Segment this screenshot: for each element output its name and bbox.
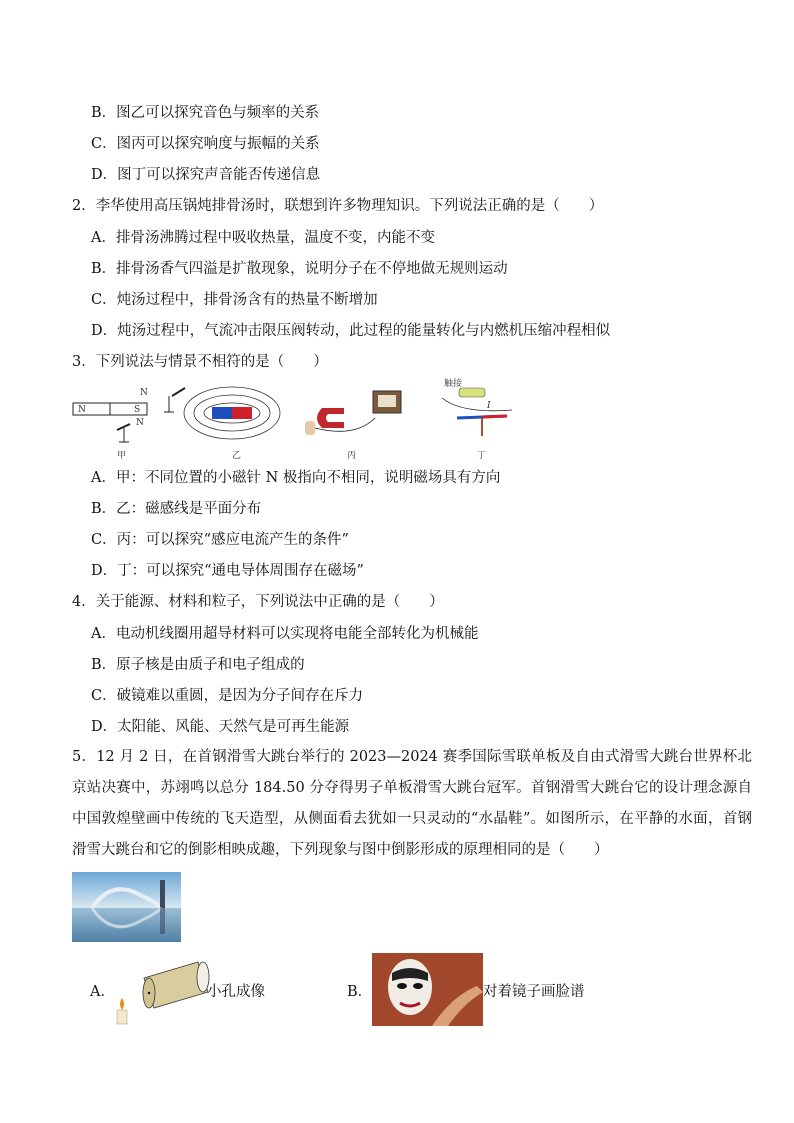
fig-label-jia: 甲 <box>117 451 127 461</box>
q2-option-c: C．炖汤过程中，排骨汤含有的热量不断增加 <box>91 292 378 308</box>
q4-option-d: D．太阳能、风能、天然气是可再生能源 <box>91 719 350 735</box>
q5-option-a-text: 小孔成像 <box>207 984 265 1000</box>
figure-jia-bar-magnet <box>72 378 192 458</box>
q4-option-a: A．电动机线圈用超导材料可以实现将电能全部转化为机械能 <box>91 626 479 642</box>
q4-option-b: B．原子核是由质子和电子组成的 <box>91 657 305 673</box>
figure-yi-field-lines <box>182 383 282 443</box>
q2-option-d: D．炖汤过程中，气流冲击限压阀转动，此过程的能量转化与内燃机压缩冲程相似 <box>91 323 611 339</box>
question-4-stem: 4．关于能源、材料和粒子，下列说法中正确的是（ ） <box>72 594 444 610</box>
pinhole-camera-image <box>110 960 210 1026</box>
q5-option-b-text: 对着镜子画脸谱 <box>483 984 585 1000</box>
option-d-prev: D．图丁可以探究声音能否传递信息 <box>91 167 321 183</box>
current-label: I <box>487 401 491 411</box>
q5-option-a-letter: A． <box>90 984 115 1000</box>
question-3-stem: 3．下列说法与情景不相符的是（ ） <box>72 354 328 370</box>
touch-label: 触接 <box>444 379 463 389</box>
q3-figures <box>72 378 522 461</box>
figure-bing-induction <box>297 383 422 443</box>
ski-jump-reflection-photo <box>72 872 181 942</box>
q4-option-c: C．破镜难以重圆，是因为分子间存在斥力 <box>91 688 364 704</box>
fig-label-bing: 丙 <box>347 451 357 461</box>
compass-n-label-1: N <box>140 388 148 398</box>
magnet-s-label: S <box>134 405 141 415</box>
q3-option-a: A．甲：不同位置的小磁针 N 极指向不相同，说明磁场具有方向 <box>91 470 501 486</box>
opera-mask-mirror-image <box>372 953 483 1026</box>
question-2-stem: 2．李华使用高压锅炖排骨汤时，联想到许多物理知识。下列说法正确的是（ ） <box>72 198 604 214</box>
magnet-n-label: N <box>78 405 86 415</box>
q2-option-b: B．排骨汤香气四溢是扩散现象，说明分子在不停地做无规则运动 <box>91 261 508 277</box>
compass-n-label-2: N <box>136 418 144 428</box>
option-c-prev: C．图丙可以探究响度与振幅的关系 <box>91 136 320 152</box>
option-b-prev: B．图乙可以探究音色与频率的关系 <box>91 105 320 121</box>
q3-option-d: D．丁：可以探究“通电导体周围存在磁场” <box>91 563 364 579</box>
fig-label-yi: 乙 <box>232 451 242 461</box>
question-5-text: 5．12 月 2 日，在首钢滑雪大跳台举行的 2023—2024 赛季国际雪联单板及自由式滑雪大跳台世界杯北京站决赛中，苏翊鸣以总分 184.50 分夺得男子单板滑雪大跳台冠军。首钢滑雪大跳台它的设计理念源自中国敦煌壁画中传统的飞天造型，从侧面看去犹如一只灵动的“水晶鞋”。如图所示，在平静的水面，首钢滑雪大跳台和它的倒影相映成趣，下列现象与图中倒影形成的原理相同的是（ ） <box>72 749 752 858</box>
q3-option-b: B．乙：磁感线是平面分布 <box>91 501 262 517</box>
q5-option-b-letter: B． <box>347 984 373 1000</box>
q3-option-c: C．丙：可以探究“感应电流产生的条件” <box>91 532 349 548</box>
q2-option-a: A．排骨汤沸腾过程中吸收热量，温度不变，内能不变 <box>91 230 435 246</box>
fig-label-ding: 丁 <box>477 451 487 461</box>
